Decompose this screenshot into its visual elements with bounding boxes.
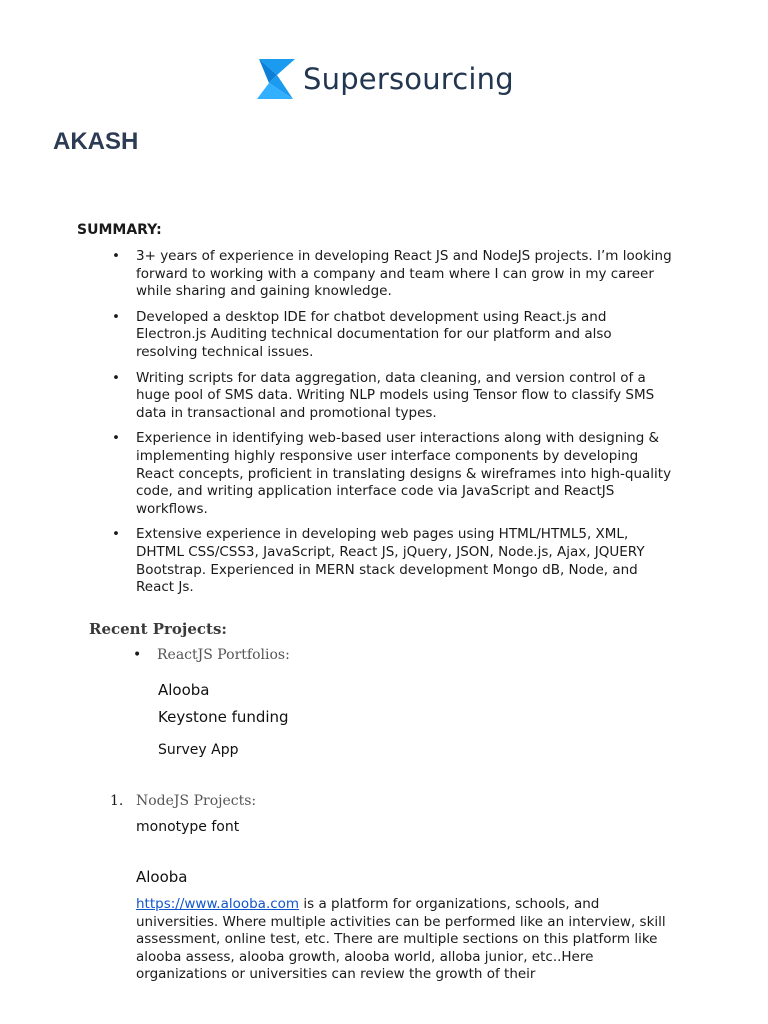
- list-number: 1.: [110, 793, 124, 809]
- nodejs-projects-label: NodeJS Projects:: [136, 793, 257, 809]
- project-survey-app: Survey App: [158, 742, 239, 758]
- project-alooba: Alooba: [158, 681, 210, 699]
- nodejs-projects-item: [110, 793, 256, 809]
- candidate-name: AKASH: [53, 128, 139, 155]
- summary-item: • Extensive experience in developing web pages using HTML/HTML5, XML, DHTML CSS/CSS3, JavaScript, React JS, jQuery, JSON, Node.js, Ajax, JQUERY Bootstrap. Experienced in MERN stack development Mongo dB, Node, and React Js.: [112, 526, 645, 596]
- summary-item: • 3+ years of experience in developing React JS and NodeJS projects. I’m looking forward to working with a company and team where I can grow in my career while sharing and gaining knowledge.: [112, 248, 672, 300]
- brand-name: Supersourcing: [303, 62, 514, 96]
- project-keystone-funding: Keystone funding: [158, 708, 289, 726]
- alooba-description: [136, 896, 666, 984]
- summary-item: • Experience in identifying web-based user interactions along with designing & implementing highly responsive user interface components by developing React concepts, proficient in translating designs & wireframes into high-quality code, and writing application interface code via JavaScript and ReactJS workflows.: [112, 430, 672, 517]
- recent-projects-heading: Recent Projects:: [89, 620, 227, 638]
- alooba-link[interactable]: https://www.alooba.com: [136, 896, 300, 912]
- summary-item: • Writing scripts for data aggregation, data cleaning, and version control of a huge pool of SMS data. Writing NLP models using Tensor flow to classify SMS data in transactional and promotional types.: [112, 369, 655, 421]
- supersourcing-logo-icon: [255, 55, 297, 103]
- project-monotype-font: monotype font: [136, 819, 240, 835]
- reactjs-portfolios-label: ReactJS Portfolios:: [157, 647, 290, 663]
- summary-item: • Developed a desktop IDE for chatbot development using React.js and Electron.js Auditing technical documentation for our platform and also resolving technical issues.: [112, 308, 612, 360]
- summary-heading: SUMMARY:: [77, 222, 162, 238]
- reactjs-portfolios-item: • ReactJS Portfolios:: [133, 647, 290, 663]
- summary-list: [112, 248, 672, 605]
- supersourcing-logo: [255, 55, 514, 103]
- alooba-heading: Alooba: [136, 868, 188, 886]
- alooba-description-text: is a platform for organizations, schools, and universities. Where multiple activities can be performed like an interview, skill assessment, online test, etc. There are multiple sections on this platform like alooba assess, alooba growth, alooba world, alloba junior, etc..Here organizations or universities can review the growth of their: [136, 896, 666, 983]
